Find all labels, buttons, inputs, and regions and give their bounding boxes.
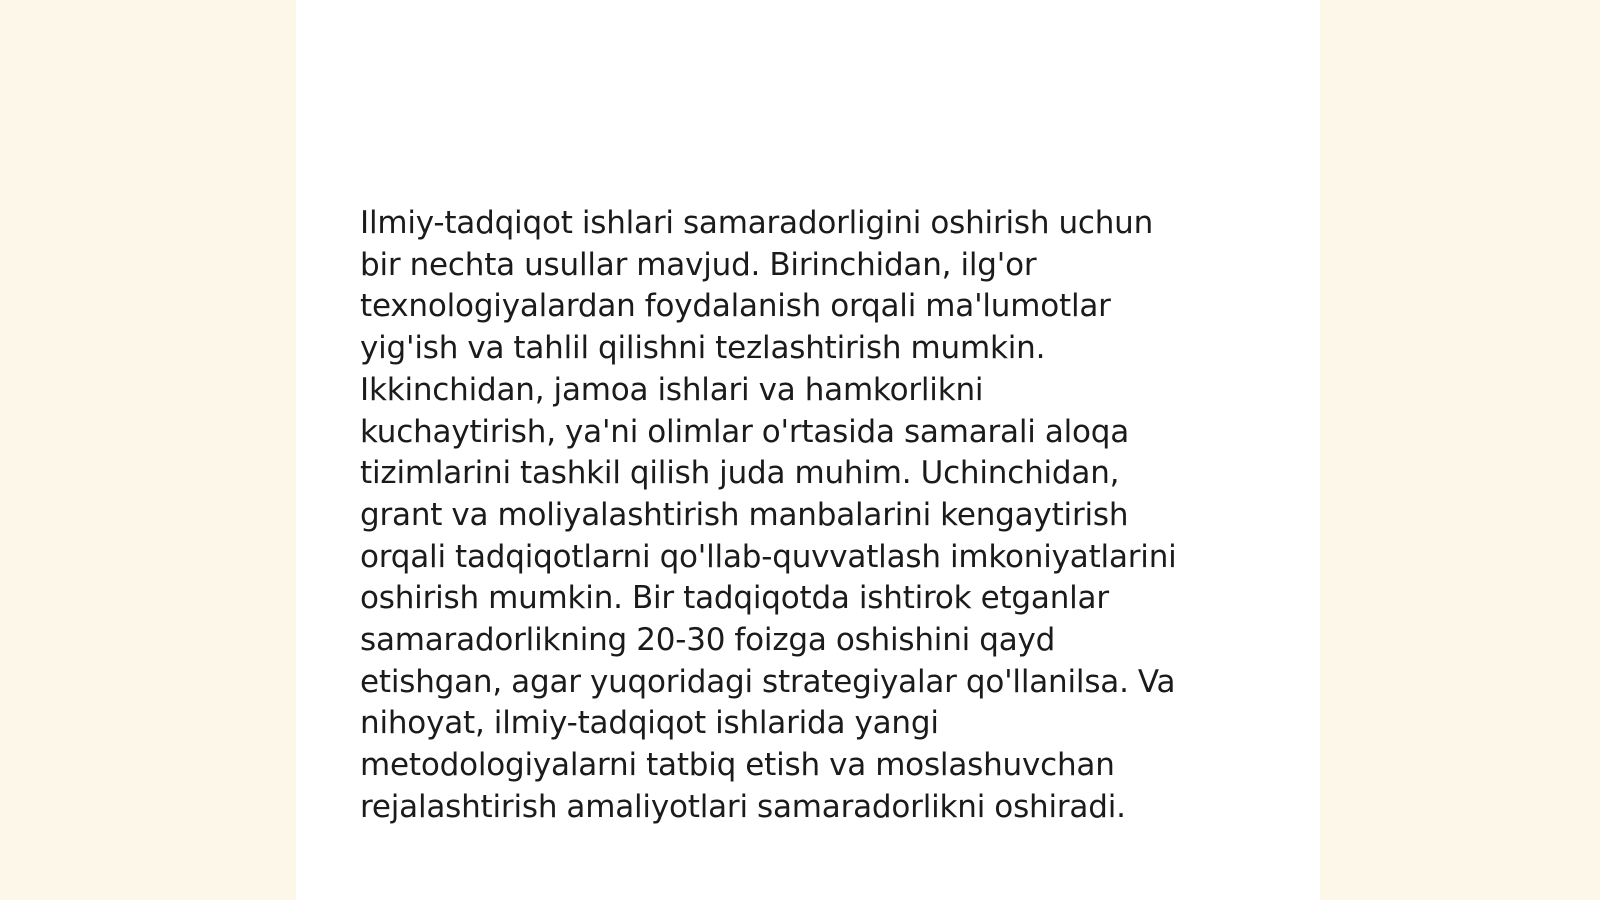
paragraph-line: orqali tadqiqotlarni qo'llab-quvvatlash imkoniyatlarini: [360, 538, 1177, 575]
paragraph-line: samaradorlikning 20-30 foizga oshishini qayd: [360, 622, 1056, 659]
paragraph-line: bir nechta usullar mavjud. Birinchidan, ilg'or: [360, 246, 1037, 283]
paragraph-line: grant va moliyalashtirish manbalarini kengaytirish: [360, 496, 1129, 533]
document-page: [296, 0, 1320, 900]
paragraph-line: texnologiyalardan foydalanish orqali ma'lumotlar: [360, 288, 1111, 325]
body-paragraph: [360, 203, 1250, 829]
paragraph-line: Ilmiy-tadqiqot ishlari samaradorligini oshirish uchun: [360, 205, 1154, 241]
paragraph-line: yig'ish va tahlil qilishni tezlashtirish mumkin.: [360, 330, 1046, 367]
paragraph-line: nihoyat, ilmiy-tadqiqot ishlarida yangi: [360, 705, 939, 742]
paragraph-line: Ikkinchidan, jamoa ishlari va hamkorlikni: [360, 371, 984, 408]
paragraph-line: oshirish mumkin. Bir tadqiqotda ishtirok etganlar: [360, 580, 1109, 617]
paragraph-line: tizimlarini tashkil qilish juda muhim. Uchinchidan,: [360, 455, 1120, 492]
paragraph-line: metodologiyalarni tatbiq etish va moslashuvchan: [360, 747, 1115, 784]
paragraph-line: etishgan, agar yuqoridagi strategiyalar qo'llanilsa. Va: [360, 663, 1176, 700]
paragraph-line: kuchaytirish, ya'ni olimlar o'rtasida samarali aloqa: [360, 413, 1130, 450]
paragraph-line: rejalashtirish amaliyotlari samaradorlikni oshiradi.: [360, 788, 1126, 825]
